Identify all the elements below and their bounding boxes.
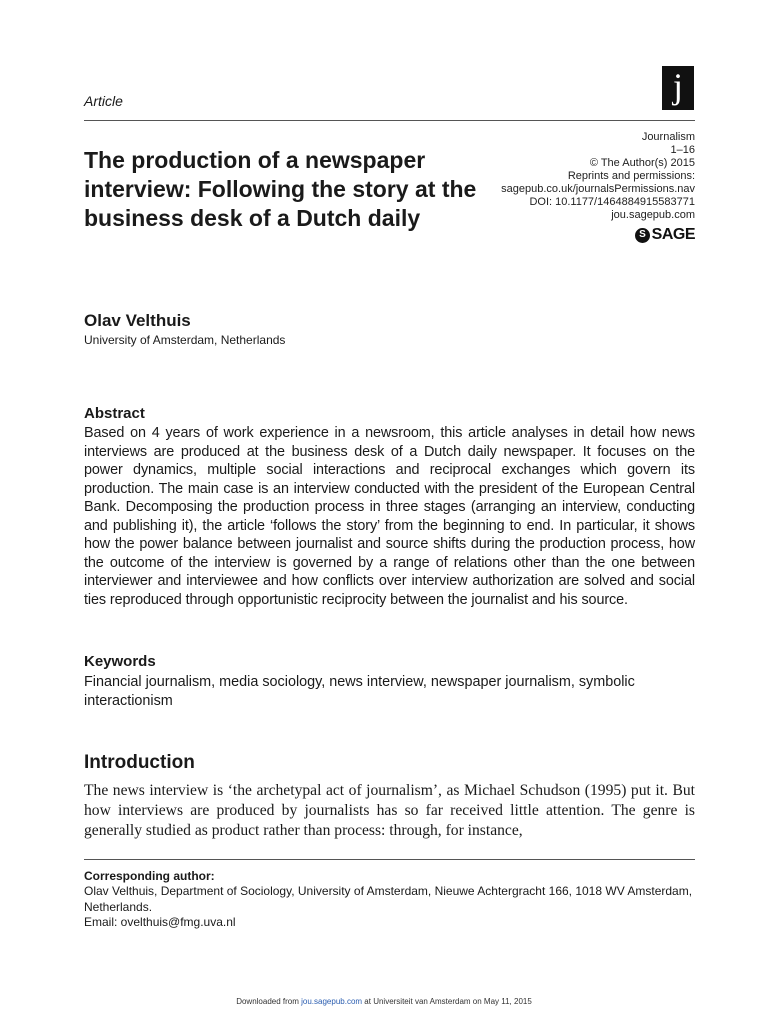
journal-logo-letter: j <box>672 66 683 106</box>
publisher-logo <box>635 226 695 244</box>
download-link[interactable]: jou.sagepub.com <box>301 997 363 1006</box>
introduction-heading: Introduction <box>84 752 195 773</box>
keywords-heading: Keywords <box>84 653 156 670</box>
abstract-heading: Abstract <box>84 405 145 422</box>
download-suffix: at Universiteit van Amsterdam on May 11, 2015 <box>364 997 532 1006</box>
author-name: Olav Velthuis <box>84 311 191 330</box>
journal-site-link[interactable]: jou.sagepub.com <box>611 209 695 221</box>
page-range: 1–16 <box>670 144 695 156</box>
copyright: © The Author(s) 2015 <box>589 157 695 169</box>
header-rule <box>84 120 695 121</box>
sage-icon: S <box>635 228 650 243</box>
journal-logo <box>662 66 694 110</box>
doi[interactable]: DOI: 10.1177/1464884915583771 <box>529 196 695 208</box>
article-type-label: Article <box>84 93 123 109</box>
footnote-rule <box>84 859 695 860</box>
download-prefix: Downloaded from <box>236 997 299 1006</box>
corresponding-author-heading: Corresponding author: <box>84 869 215 883</box>
publisher-name: SAGE <box>651 226 695 243</box>
article-title: The production of a newspaper interview: Following the story at the business desk of a Dutch daily <box>84 147 477 231</box>
download-notice <box>0 997 768 1006</box>
permissions-link[interactable]: sagepub.co.uk/journalsPermissions.nav <box>501 183 695 195</box>
corresponding-author-address: Olav Velthuis, Department of Sociology, University of Amsterdam, Nieuwe Achtergracht 166, 1018 WV Amsterdam, Netherlands. <box>84 884 693 914</box>
abstract-text: Based on 4 years of work experience in a newsroom, this article analyses in detail how news interviews are produced at the business desk of a Dutch daily newspaper. It focuses on the power dynamics, multiple social interactions and reciprocal exchanges which govern its production. The main case is an interview conducted with the president of the European Central Bank. Decomposing the production process in three stages (arranging an interview, conducting and publishing it), the article ‘follows the story’ from the beginning to end. In particular, it shows how the power balance between journalist and source shifts during the production process, how the outcome of the interview is governed by a range of relations other than the one between interviewer and interviewee and how conflicts over interview authorization are solved and social ties reproduced through opportunistic reciprocity between the journalist and his source. <box>84 425 695 608</box>
keywords-text: Financial journalism, media sociology, news interview, newspaper journalism, symbolic interactionism <box>84 674 635 709</box>
author-affiliation: University of Amsterdam, Netherlands <box>84 333 286 347</box>
introduction-text: The news interview is ‘the archetypal act of journalism’, as Michael Schudson (1995) put it. But how interviews are produced by journalists has so far received little attention. The genre is generally studied as product rather than process: through, for instance, <box>84 782 695 839</box>
reprints-label: Reprints and permissions: <box>567 170 695 182</box>
corresponding-author-details <box>84 884 695 931</box>
journal-name: Journalism <box>641 131 695 143</box>
corresponding-author-email[interactable]: Email: ovelthuis@fmg.uva.nl <box>84 915 236 929</box>
journal-meta <box>435 131 695 222</box>
